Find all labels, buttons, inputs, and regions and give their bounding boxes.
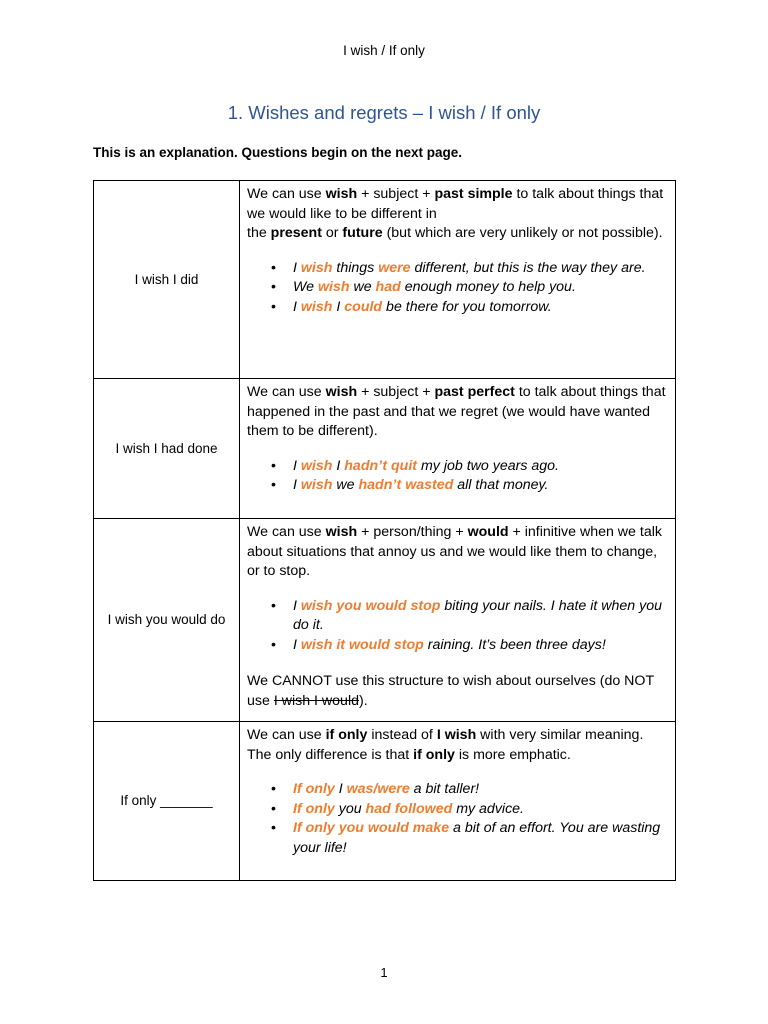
bold-term: wish [325, 524, 358, 540]
explanation-text [247, 383, 668, 442]
text-run: biting your nails. I hate it when you do it. [293, 597, 663, 633]
text-run: We [293, 279, 318, 295]
highlighted-term: wish you would stop [300, 597, 441, 614]
text-run: ). [359, 692, 368, 709]
example-item [293, 298, 668, 318]
explanation-cell [240, 722, 676, 881]
text-run: you [334, 800, 366, 817]
explanation-cell [240, 181, 676, 379]
text-run: a bit of an effort. You are wasting your life! [293, 820, 661, 856]
note-text [247, 672, 668, 711]
text-run: to talk about things that happened in the past and that we regret (we would have wanted them to be different). [247, 384, 666, 439]
example-item [293, 636, 668, 656]
example-item [293, 819, 668, 858]
text-run: We can use [247, 727, 326, 743]
structure-cell: If only _______ [94, 722, 240, 881]
structure-cell: I wish I had done [94, 379, 240, 519]
text-run: the [247, 225, 271, 241]
highlighted-term: If only [293, 800, 335, 817]
text-run: We CANNOT use this structure to wish about ourselves (do NOT use [247, 673, 654, 709]
highlighted-term: were [378, 259, 411, 276]
text-run: enough money to help you. [400, 279, 576, 295]
highlighted-term: wish [300, 477, 333, 493]
explanation-cell [240, 379, 676, 519]
structure-cell: I wish you would do [94, 519, 240, 722]
text-run: + subject + [357, 384, 435, 400]
highlighted-term: had [375, 279, 401, 295]
text-run: my advice. [452, 800, 524, 817]
text-run: things [332, 259, 379, 276]
bold-term: past perfect [434, 384, 515, 400]
example-item [293, 780, 668, 800]
text-run: + person/thing + [357, 524, 468, 540]
bold-term: if only [325, 727, 368, 743]
example-item [293, 259, 668, 279]
text-run: be there for you tomorrow. [382, 298, 552, 315]
text-run: all that money. [453, 477, 549, 493]
bold-term: if only [413, 746, 455, 763]
example-item [293, 597, 668, 636]
highlighted-term: wish it would stop [300, 636, 424, 653]
text-run: I [293, 259, 301, 276]
example-list [247, 259, 668, 318]
bold-term: wish [325, 186, 358, 202]
example-item [293, 278, 668, 298]
text-run: different, but this is the way they are. [410, 259, 646, 276]
example-item [293, 800, 668, 820]
text-run: I [332, 298, 345, 315]
bold-term: future [342, 225, 383, 241]
highlighted-term: hadn’t wasted [358, 477, 454, 493]
explanation-cell [240, 519, 676, 722]
text-run: a bit taller! [409, 781, 480, 797]
structure-cell: I wish I did [94, 181, 240, 379]
table-row [94, 722, 676, 881]
intro-text: This is an explanation. Questions begin on the next page. [93, 145, 463, 160]
table-row [94, 519, 676, 722]
example-list [247, 780, 668, 858]
highlighted-term: wish [317, 279, 350, 295]
text-run: We can use [247, 384, 326, 400]
text-run: I [293, 457, 301, 474]
explanation-text [247, 185, 668, 244]
highlighted-term: wish [300, 298, 333, 315]
text-run: instead of [367, 727, 437, 743]
struck-text: I wish I would [273, 692, 359, 709]
text-run: I [332, 457, 345, 474]
table-row [94, 379, 676, 519]
highlighted-term: If only [293, 781, 335, 797]
section-heading: 1. Wishes and regrets – I wish / If only [227, 102, 541, 123]
explanation-text [247, 726, 668, 765]
example-list [247, 457, 668, 496]
text-run: or [321, 225, 343, 241]
highlighted-term: had followed [365, 800, 453, 817]
text-run: to talk about things that we would like to be different in [247, 186, 664, 222]
text-run: We can use [247, 186, 326, 202]
text-run: (but which are very unlikely or not possible). [382, 225, 663, 241]
page-number: 1 [380, 965, 388, 980]
text-run: raining. It’s been three days! [423, 636, 606, 653]
page-header: I wish / If only [343, 43, 425, 58]
text-run: is more emphatic. [454, 746, 571, 763]
text-run: I [293, 477, 301, 493]
text-run: we [349, 279, 376, 295]
highlighted-term: could [344, 298, 383, 315]
example-item [293, 457, 668, 477]
highlighted-term: wish [300, 259, 333, 276]
text-run: + infinitive when we talk about situations that annoy us and we would like them to change, or to stop. [247, 524, 662, 579]
example-item [293, 476, 668, 496]
explanation-table [93, 180, 676, 881]
text-run: + subject + [357, 186, 435, 202]
highlighted-term: If only you would make [293, 820, 450, 836]
highlighted-term: wish [300, 457, 333, 474]
text-run: We can use [247, 524, 326, 540]
text-run: I [293, 298, 301, 315]
text-run: I [293, 636, 301, 653]
bold-term: wish [325, 384, 358, 400]
text-run: we [332, 477, 359, 493]
bold-term: past simple [434, 186, 513, 202]
table-row [94, 181, 676, 379]
text-run: with very similar meaning. The only difference is that [247, 727, 644, 763]
text-run: I [334, 781, 347, 797]
text-run: I [293, 597, 301, 614]
bold-term: present [270, 225, 322, 241]
bold-term: would [467, 524, 509, 540]
bold-term: I wish [436, 727, 477, 743]
example-list [247, 597, 668, 656]
text-run: my job two years ago. [417, 457, 559, 474]
highlighted-term: hadn’t quit [344, 457, 418, 474]
highlighted-term: was/were [346, 781, 410, 797]
explanation-text [247, 523, 668, 582]
